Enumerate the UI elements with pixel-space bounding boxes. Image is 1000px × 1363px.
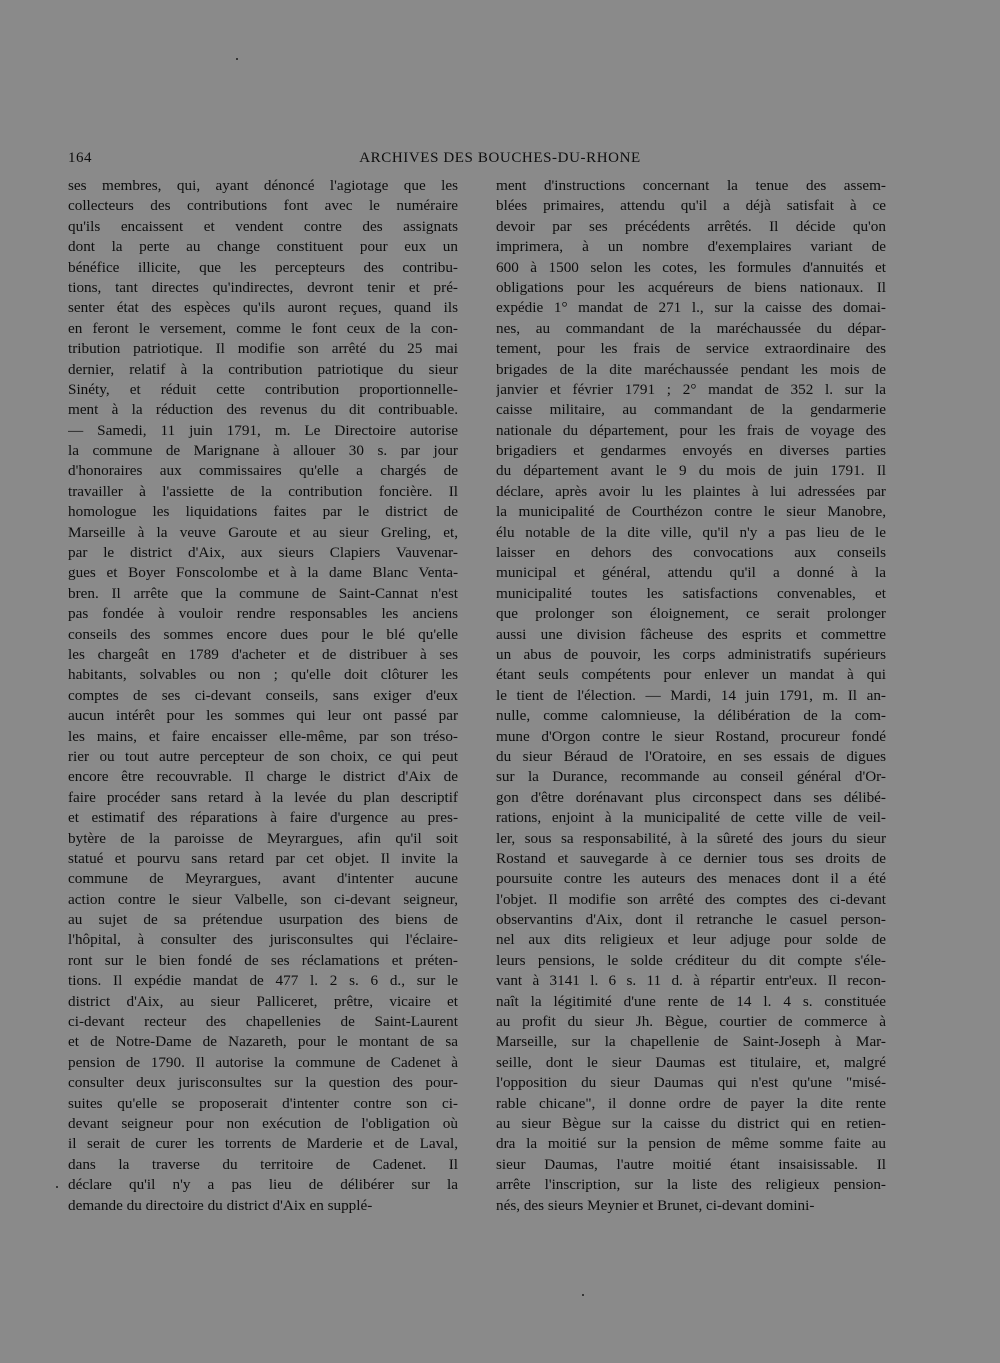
text-line: homologue les liquidations faites par le district de <box>68 503 458 521</box>
text-line: brigades de la dite maréchaussée pendant les mois de <box>496 360 886 378</box>
text-line: statué et pourvu sans retard par cet objet. Il invite la <box>68 849 458 867</box>
text-line: ler, sous sa responsabilité, à la sûreté des jours du sieur <box>496 829 886 847</box>
text-line: il serait de curer les torrents de Marderie et de Laval, <box>68 1135 458 1153</box>
text-line: nationale du département, pour les frais de voyage des <box>496 421 886 439</box>
text-line: action contre le sieur Valbelle, son ci-devant seigneur, <box>68 890 458 908</box>
text-line: comptes de ses ci-devant conseils, sans exiger d'eux <box>68 686 458 704</box>
text-line: rable chicane", il donne ordre de payer la dite rente <box>496 1094 886 1112</box>
text-line: devant seigneur pour non exécution de l'obligation où <box>68 1114 458 1132</box>
text-line: gon d'être dorénavant plus circonspect dans ses délibé- <box>496 788 886 806</box>
text-line: demande du directoire du district d'Aix en supplé- <box>68 1196 373 1214</box>
text-line: — Samedi, 11 juin 1791, m. Le Directoire autorise <box>68 421 458 439</box>
text-line: l'hôpital, à consulter des jurisconsultes qui l'éclaire- <box>68 931 458 949</box>
text-line: observantins d'Aix, dont il retranche le casuel person- <box>496 911 886 929</box>
text-line: qu'ils encaissent et vendent contre des assignats <box>68 217 458 235</box>
text-line: dans la traverse du territoire de Cadenet. Il <box>68 1155 458 1173</box>
text-line: nés, des sieurs Meynier et Brunet, ci-devant domini- <box>496 1196 815 1214</box>
text-line: travailler à l'assiette de la contribution foncière. Il <box>68 482 458 500</box>
text-line: district d'Aix, au sieur Palliceret, prêtre, vicaire et <box>68 992 458 1010</box>
page-number: 164 <box>68 150 92 166</box>
text-line: tions. Il expédie mandat de 477 l. 2 s. 6 d., sur le <box>68 972 458 990</box>
text-line: tement, pour les frais de service extraordinaire des <box>496 340 886 358</box>
text-line: nulle, comme calomnieuse, la délibération de la com- <box>496 707 886 725</box>
text-line: au sieur Bègue sur la caisse du district qui en retien- <box>496 1114 886 1132</box>
text-line: collecteurs des contributions font avec le numéraire <box>68 197 458 215</box>
text-line: déclare, après avoir lu les plaintes à lui adressées par <box>496 482 886 500</box>
text-line: dont la perte au change constituent pour eux un <box>68 238 458 256</box>
text-line: en feront le versement, comme le font ceux de la con- <box>68 319 458 337</box>
text-line: ront sur le bien fondé de ses réclamations et préten- <box>68 951 458 969</box>
text-line: dernier, relatif à la contribution patriotique du sieur <box>68 360 458 378</box>
text-line: étant seuls compétents pour enlever un mandat à qui <box>496 666 886 684</box>
text-line: Sinéty, et réduit cette contribution proportionnelle- <box>68 380 458 398</box>
text-line: la commune de Marignane à allouer 30 s. par jour <box>68 442 458 460</box>
text-line: le tient de l'élection. — Mardi, 14 juin 1791, m. Il an- <box>496 686 886 704</box>
running-head: ARCHIVES DES BOUCHES-DU-RHONE <box>359 150 641 166</box>
text-line: l'objet. Il modifie son arrêté des comptes des ci-devant <box>496 890 886 908</box>
text-line: la municipalité de Courthézon contre le sieur Manobre, <box>496 503 886 521</box>
text-line: du sieur Béraud de l'Oratoire, en ses essais de digues <box>496 747 886 765</box>
text-line: blées primaires, attendu qu'il a déjà satisfait à ce <box>496 197 886 215</box>
text-line: pension de 1790. Il autorise la commune de Cadenet à <box>68 1053 458 1071</box>
text-line: faire procéder sans retard à la levée du plan descriptif <box>68 788 458 806</box>
text-line: aucun intérêt pour les sommes qui leur ont passé par <box>68 707 458 725</box>
text-line: tions, tant directes qu'indirectes, devront tenir et pré- <box>68 278 458 296</box>
text-line: et de Notre-Dame de Nazareth, pour le montant de sa <box>68 1033 458 1051</box>
text-line: senter état des espèces qu'ils auront reçues, quand ils <box>68 299 458 317</box>
text-line: ment d'instructions concernant la tenue des assem- <box>496 177 886 194</box>
text-line: brigadiers et gendarmes envoyés en diverses parties <box>496 442 886 460</box>
text-line: municipal et général, attendu qu'il a donné à la <box>496 564 886 582</box>
text-line: un abus de pouvoir, les corps administratifs supérieurs <box>496 645 886 663</box>
text-line: Marseille à la veuve Garoute et au sieur Greling, et, <box>68 523 458 541</box>
text-line: Rostand et sauvegarde à ce dernier tous ses droits de <box>496 849 886 867</box>
text-line: aussi une division fâcheuse des esprits et commettre <box>496 625 886 643</box>
text-line: leurs pensions, le solde créditeur du dit compte s'éle- <box>496 951 886 969</box>
text-line: et estimatif des réparations à faire d'urgence au pres- <box>68 809 458 827</box>
text-line: vant à 3141 l. 6 s. 11 d. à répartir entr'eux. Il recon- <box>496 972 886 990</box>
text-line: gues et Boyer Fonscolombe et à la dame Blanc Venta- <box>68 564 458 582</box>
text-line: naît la légitimité d'une rente de 14 l. 4 s. constituée <box>496 992 886 1010</box>
text-line: au sujet de sa prétendue usurpation des biens de <box>68 911 458 929</box>
text-line: nel aux dits religieux et leur adjuge pour solde de <box>496 931 886 949</box>
speck <box>56 1186 58 1188</box>
text-line: mune d'Orgon contre le sieur Rostand, procureur fondé <box>496 727 886 745</box>
text-line: caisse militaire, au commandant de la gendarmerie <box>496 401 886 419</box>
text-line: ment à la réduction des revenus du dit contribuable. <box>68 401 458 419</box>
text-line: du département avant le 9 du mois de juin 1791. Il <box>496 462 886 480</box>
text-line: nes, au commandant de la maréchaussée du dépar- <box>496 319 886 337</box>
text-line: seille, dont le sieur Daumas est titulaire, et, malgré <box>496 1053 886 1071</box>
text-line: consulter deux jurisconsultes sur la question des pour- <box>68 1074 458 1092</box>
left-column <box>68 176 458 1216</box>
text-line: par le district d'Aix, aux sieurs Clapiers Vauvenar- <box>68 544 458 562</box>
text-line: laisser en dehors des convocations aux conseils <box>496 544 886 562</box>
text-line: bytère de la paroisse de Meyrargues, afin qu'il soit <box>68 829 458 847</box>
text-line: janvier et février 1791 ; 2° mandat de 352 l. sur la <box>496 380 886 398</box>
text-line: Marseille, sur la chapellenie de Saint-Joseph à Mar- <box>496 1033 886 1051</box>
text-line: habitants, solvables ou non ; qu'elle doit clôturer les <box>68 666 458 684</box>
text-line: au profit du sieur Jh. Bègue, courtier de commerce à <box>496 1013 886 1031</box>
text-line: que prolonger son éloignement, ce serait prolonger <box>496 605 886 623</box>
text-line: ses membres, qui, ayant dénoncé l'agiotage que les <box>68 177 458 194</box>
text-line: devoir par ses précédents arrêtés. Il décide qu'on <box>496 217 886 235</box>
text-line: l'opposition du sieur Daumas qui n'est qu'une "misé- <box>496 1074 886 1092</box>
text-line: 600 à 1500 selon les cotes, les formules d'annuités et <box>496 258 886 276</box>
text-line: poursuite contre les auteurs des menaces dont il a été <box>496 870 886 888</box>
text-line: sieur Daumas, l'autre moitié étant insaisissable. Il <box>496 1155 886 1173</box>
text-line: élu notable de la dite ville, qu'il n'y a pas lieu de le <box>496 523 886 541</box>
text-line: tribution patriotique. Il modifie son arrêté du 25 mai <box>68 340 458 358</box>
text-line: obligations pour les acquéreurs de biens nationaux. Il <box>496 278 886 296</box>
text-line: bren. Il arrête que la commune de Saint-Cannat n'est <box>68 584 458 602</box>
text-line: commune de Meyrargues, avant d'intenter aucune <box>68 870 458 888</box>
text-line: les chargeât en 1789 d'acheter et de distribuer à ses <box>68 645 458 663</box>
text-line: sur la Durance, recommande au conseil général d'Or- <box>496 768 886 786</box>
right-column <box>496 176 886 1216</box>
speck <box>582 1294 584 1296</box>
speck <box>236 58 238 60</box>
text-line: municipalité toutes les satisfactions convenables, et <box>496 584 886 602</box>
text-line: conseils des sommes encore dues pour le blé qu'elle <box>68 625 458 643</box>
text-line: expédie 1° mandat de 271 l., sur la caisse des domai- <box>496 299 886 317</box>
text-line: encore être recouvrable. Il charge le district d'Aix de <box>68 768 458 786</box>
text-line: pas fondée à vouloir rendre responsables les anciens <box>68 605 458 623</box>
text-line: d'honoraires aux commissaires qu'elle a chargés de <box>68 462 458 480</box>
text-line: suites qu'elle se proposerait d'intenter contre son ci- <box>68 1094 458 1112</box>
text-line: bénéfice illicite, que les percepteurs des contribu- <box>68 258 458 276</box>
text-line: rations, enjoint à la municipalité de cette ville de veil- <box>496 809 886 827</box>
text-line: imprimera, à un nombre d'exemplaires variant de <box>496 238 886 256</box>
text-line: ci-devant recteur des chapellenies de Saint-Laurent <box>68 1013 458 1031</box>
text-line: arrête l'inscription, sur la liste des religieux pension- <box>496 1176 886 1194</box>
text-line: rier ou tout autre percepteur de son choix, ce qui peut <box>68 747 458 765</box>
text-line: les mains, et faire encaisser elle-même, par son tréso- <box>68 727 458 745</box>
text-line: dra la moitié sur la pension de même somme faite au <box>496 1135 886 1153</box>
text-line: déclare qu'il n'y a pas lieu de délibérer sur la <box>68 1176 458 1194</box>
